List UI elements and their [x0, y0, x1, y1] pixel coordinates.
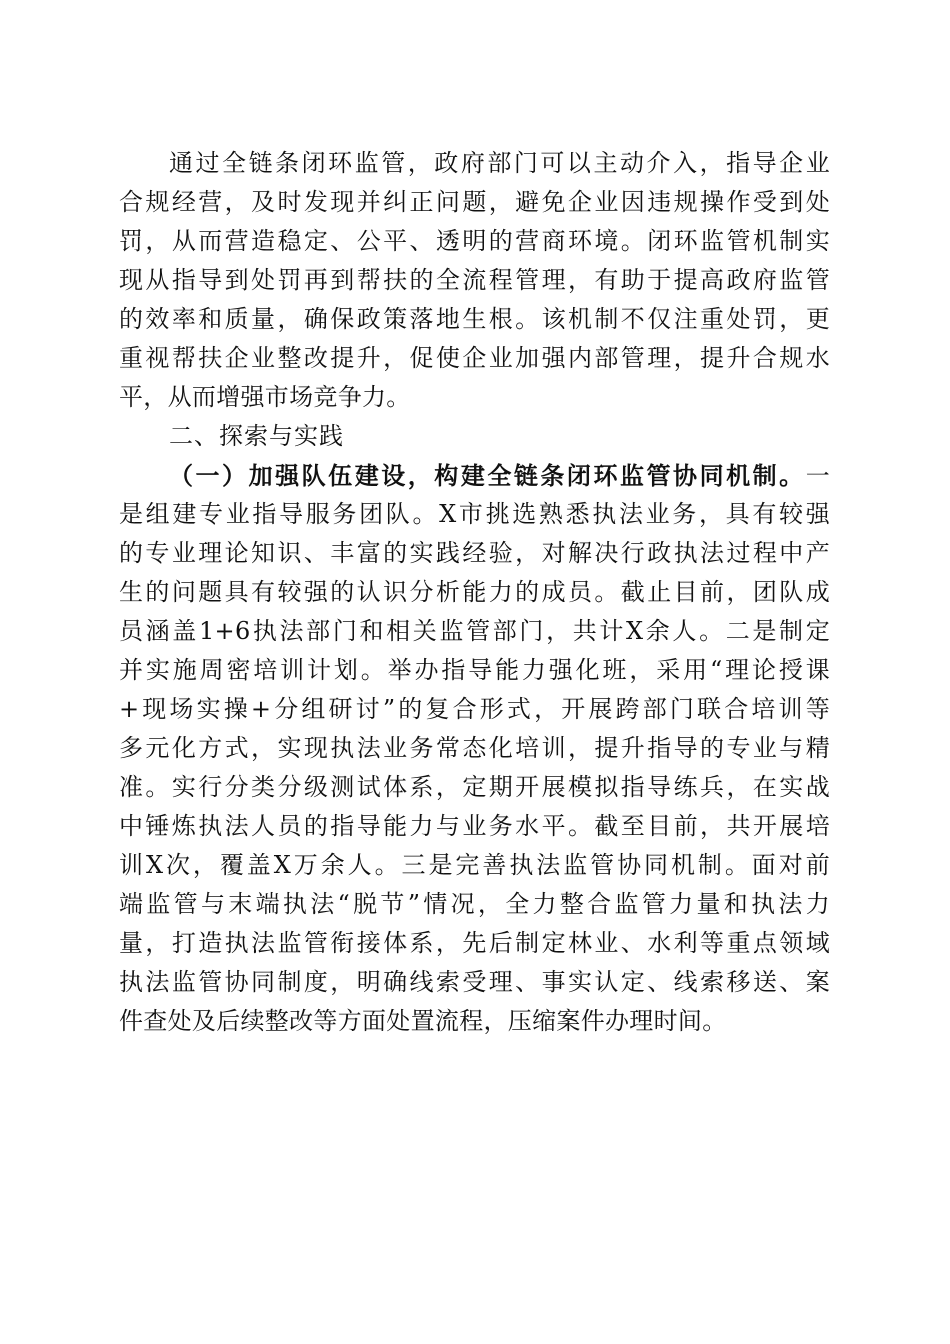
section-heading: 二、探索与实践: [169, 422, 344, 450]
text-line: 是组建专业指导服务团队。X市挑选熟悉执法业务，具有较强: [119, 500, 830, 528]
text-line: 平，从而增强市场竞争力。: [119, 383, 411, 411]
text-run: 一: [805, 462, 830, 490]
subsection-first-line: [119, 456, 830, 495]
paragraph-practice: [119, 456, 830, 1041]
text-line: 生的问题具有较强的认识分析能力的成员。截止目前，团队成: [119, 578, 830, 606]
text-line: 多元化方式，实现执法业务常态化培训，提升指导的专业与精: [119, 734, 830, 762]
text-line: 准。实行分类分级测试体系，定期开展模拟指导练兵，在实战: [119, 773, 830, 801]
text-line: 件查处及后续整改等方面处置流程，压缩案件办理时间。: [119, 1007, 727, 1035]
paragraph-intro: [119, 144, 830, 417]
text-line: +现场实操+分组研讨”的复合形式，开展跨部门联合培训等: [119, 695, 830, 723]
text-line: 合规经营，及时发现并纠正问题，避免企业因违规操作受到处: [119, 188, 830, 216]
text-line: 中锤炼执法人员的指导能力与业务水平。截至目前，共开展培: [119, 812, 830, 840]
document-page: [119, 144, 830, 1041]
text-line: 员涵盖1+6执法部门和相关监管部门，共计X余人。二是制定: [119, 617, 830, 645]
text-line: 量，打造执法监管衔接体系，先后制定林业、水利等重点领域: [119, 929, 830, 957]
text-line: 罚，从而营造稳定、公平、透明的营商环境。闭环监管机制实: [119, 227, 830, 255]
text-line: 并实施周密培训计划。举办指导能力强化班，采用“理论授课: [119, 656, 830, 684]
text-line: 的效率和质量，确保政策落地生根。该机制不仅注重处罚，更: [119, 305, 830, 333]
text-line: 训X次，覆盖X万余人。三是完善执法监管协同机制。面对前: [119, 851, 830, 879]
text-line: 端监管与末端执法“脱节”情况，全力整合监管力量和执法力: [119, 890, 830, 918]
text-line: 的专业理论知识、丰富的实践经验，对解决行政执法过程中产: [119, 539, 830, 567]
text-line: 现从指导到处罚再到帮扶的全流程管理，有助于提高政府监管: [119, 266, 830, 294]
subsection-title: （一）加强队伍建设，构建全链条闭环监管协同机制。: [169, 461, 806, 490]
text-line: 重视帮扶企业整改提升，促使企业加强内部管理，提升合规水: [119, 344, 830, 372]
text-line: 通过全链条闭环监管，政府部门可以主动介入，指导企业: [169, 149, 830, 177]
text-line: 执法监管协同制度，明确线索受理、事实认定、线索移送、案: [119, 968, 830, 996]
